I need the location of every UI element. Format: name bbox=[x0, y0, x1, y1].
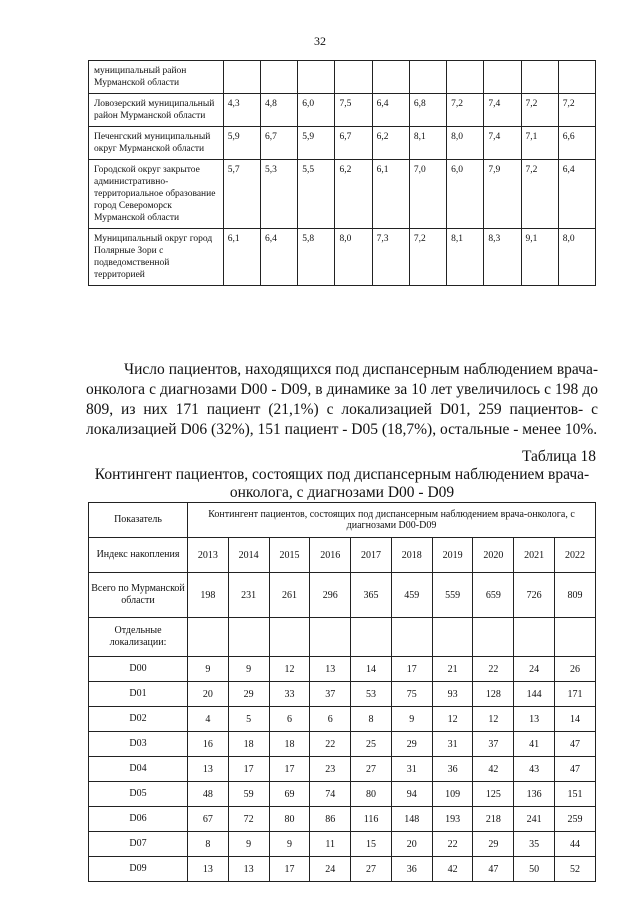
district-row bbox=[89, 127, 596, 160]
localization-value: 18 bbox=[269, 732, 310, 757]
district-value: 5,9 bbox=[298, 127, 335, 160]
localization-value: 35 bbox=[514, 832, 555, 857]
district-value bbox=[223, 61, 260, 94]
total-value: 809 bbox=[555, 573, 596, 618]
district-value: 6,2 bbox=[372, 127, 409, 160]
table-row bbox=[89, 857, 596, 882]
district-value bbox=[447, 61, 484, 94]
district-value: 8,1 bbox=[447, 229, 484, 286]
year-header: 2020 bbox=[473, 538, 514, 573]
localization-value: 148 bbox=[391, 807, 432, 832]
district-value bbox=[484, 61, 521, 94]
district-value: 7,9 bbox=[484, 160, 521, 229]
localization-value: 22 bbox=[473, 657, 514, 682]
localization-value: 27 bbox=[351, 857, 392, 882]
localization-value: 37 bbox=[473, 732, 514, 757]
localization-value: 53 bbox=[351, 682, 392, 707]
localization-value: 9 bbox=[228, 657, 269, 682]
localization-value: 9 bbox=[269, 832, 310, 857]
district-value: 5,7 bbox=[223, 160, 260, 229]
localization-value: 20 bbox=[391, 832, 432, 857]
localization-value: 14 bbox=[351, 657, 392, 682]
localization-value: 41 bbox=[514, 732, 555, 757]
localization-value: 12 bbox=[432, 707, 473, 732]
district-value: 6,7 bbox=[335, 127, 372, 160]
localization-value: 29 bbox=[391, 732, 432, 757]
header-indicator: Показатель bbox=[89, 503, 188, 538]
localization-value: 31 bbox=[391, 757, 432, 782]
summary-paragraph bbox=[86, 360, 598, 440]
localization-value: 24 bbox=[514, 657, 555, 682]
district-value bbox=[409, 61, 446, 94]
table-row bbox=[89, 782, 596, 807]
localization-value: 25 bbox=[351, 732, 392, 757]
localization-value: 259 bbox=[555, 807, 596, 832]
district-value: 6,1 bbox=[223, 229, 260, 286]
year-header: 2022 bbox=[555, 538, 596, 573]
localization-value: 21 bbox=[432, 657, 473, 682]
localization-code: D07 bbox=[89, 832, 188, 857]
district-value: 7,4 bbox=[484, 94, 521, 127]
localization-value: 17 bbox=[269, 857, 310, 882]
localization-value: 72 bbox=[228, 807, 269, 832]
localization-value: 29 bbox=[228, 682, 269, 707]
localization-value: 94 bbox=[391, 782, 432, 807]
year-header: 2017 bbox=[351, 538, 392, 573]
district-value: 7,0 bbox=[409, 160, 446, 229]
localization-value: 27 bbox=[351, 757, 392, 782]
year-header: 2016 bbox=[310, 538, 351, 573]
table-title: Контингент пациентов, состоящих под диспансерным наблюдением врача-онколога, с диагнозами D00 - D09 bbox=[94, 466, 590, 501]
year-header: 2018 bbox=[391, 538, 432, 573]
district-value: 9,1 bbox=[521, 229, 558, 286]
table-row bbox=[89, 807, 596, 832]
localization-value: 80 bbox=[269, 807, 310, 832]
district-name: Ловозерский муниципальный район Мурманской области bbox=[89, 94, 224, 127]
localization-value: 29 bbox=[473, 832, 514, 857]
localization-value: 17 bbox=[269, 757, 310, 782]
localization-value: 6 bbox=[310, 707, 351, 732]
years-label: Индекс накопления bbox=[89, 538, 188, 573]
district-name: муниципальный район Мурманской области bbox=[89, 61, 224, 94]
empty-cell bbox=[351, 618, 392, 657]
district-value: 6,0 bbox=[298, 94, 335, 127]
district-value: 6,1 bbox=[372, 160, 409, 229]
localization-value: 17 bbox=[228, 757, 269, 782]
localization-value: 13 bbox=[310, 657, 351, 682]
district-row bbox=[89, 229, 596, 286]
district-value: 8,1 bbox=[409, 127, 446, 160]
district-value bbox=[372, 61, 409, 94]
localization-value: 8 bbox=[188, 832, 229, 857]
district-value: 8,3 bbox=[484, 229, 521, 286]
localization-value: 36 bbox=[432, 757, 473, 782]
empty-cell bbox=[228, 618, 269, 657]
district-value: 7,2 bbox=[521, 94, 558, 127]
district-value: 5,9 bbox=[223, 127, 260, 160]
empty-cell bbox=[391, 618, 432, 657]
localization-value: 14 bbox=[555, 707, 596, 732]
empty-cell bbox=[188, 618, 229, 657]
localization-value: 15 bbox=[351, 832, 392, 857]
localization-value: 18 bbox=[228, 732, 269, 757]
localization-value: 193 bbox=[432, 807, 473, 832]
localization-value: 24 bbox=[310, 857, 351, 882]
page-number: 32 bbox=[314, 34, 326, 48]
localization-code: D00 bbox=[89, 657, 188, 682]
localization-value: 116 bbox=[351, 807, 392, 832]
localization-value: 47 bbox=[473, 857, 514, 882]
table-row bbox=[89, 732, 596, 757]
district-value: 7,1 bbox=[521, 127, 558, 160]
localization-code: D04 bbox=[89, 757, 188, 782]
total-value: 459 bbox=[391, 573, 432, 618]
localization-value: 86 bbox=[310, 807, 351, 832]
total-value: 726 bbox=[514, 573, 555, 618]
localization-value: 42 bbox=[432, 857, 473, 882]
localization-value: 26 bbox=[555, 657, 596, 682]
localization-value: 8 bbox=[351, 707, 392, 732]
empty-cell bbox=[555, 618, 596, 657]
localization-value: 20 bbox=[188, 682, 229, 707]
district-value: 6,6 bbox=[558, 127, 595, 160]
district-value: 8,0 bbox=[335, 229, 372, 286]
empty-cell bbox=[269, 618, 310, 657]
localization-value: 218 bbox=[473, 807, 514, 832]
localization-value: 109 bbox=[432, 782, 473, 807]
empty-cell bbox=[310, 618, 351, 657]
localization-value: 13 bbox=[514, 707, 555, 732]
table-row bbox=[89, 757, 596, 782]
localization-value: 42 bbox=[473, 757, 514, 782]
localization-value: 12 bbox=[269, 657, 310, 682]
total-value: 231 bbox=[228, 573, 269, 618]
localization-value: 33 bbox=[269, 682, 310, 707]
localization-code: D09 bbox=[89, 857, 188, 882]
localization-code: D01 bbox=[89, 682, 188, 707]
table-row bbox=[89, 682, 596, 707]
localization-value: 47 bbox=[555, 757, 596, 782]
localization-value: 6 bbox=[269, 707, 310, 732]
localization-value: 43 bbox=[514, 757, 555, 782]
localization-value: 136 bbox=[514, 782, 555, 807]
localization-value: 52 bbox=[555, 857, 596, 882]
district-row bbox=[89, 160, 596, 229]
district-value: 5,8 bbox=[298, 229, 335, 286]
header-group: Контингент пациентов, состоящих под диспансерным наблюдением врача-онколога, с диагнозами D00-D09 bbox=[188, 503, 596, 538]
total-value: 261 bbox=[269, 573, 310, 618]
district-value: 5,3 bbox=[261, 160, 298, 229]
district-value: 7,3 bbox=[372, 229, 409, 286]
total-value: 559 bbox=[432, 573, 473, 618]
localization-value: 128 bbox=[473, 682, 514, 707]
table-number: Таблица 18 bbox=[521, 448, 596, 465]
year-header: 2013 bbox=[188, 538, 229, 573]
localization-value: 125 bbox=[473, 782, 514, 807]
table-row bbox=[89, 832, 596, 857]
total-label: Всего по Мурманской области bbox=[89, 573, 188, 618]
table-row bbox=[89, 707, 596, 732]
total-value: 296 bbox=[310, 573, 351, 618]
separate-label: Отдельные локализации: bbox=[89, 618, 188, 657]
district-value: 6,2 bbox=[335, 160, 372, 229]
district-value: 6,0 bbox=[447, 160, 484, 229]
localization-value: 9 bbox=[391, 707, 432, 732]
district-value: 8,0 bbox=[447, 127, 484, 160]
district-name: Печенгский муниципальный округ Мурманской области bbox=[89, 127, 224, 160]
district-value: 6,7 bbox=[261, 127, 298, 160]
localization-value: 22 bbox=[310, 732, 351, 757]
table-row bbox=[89, 657, 596, 682]
year-header: 2021 bbox=[514, 538, 555, 573]
localization-value: 4 bbox=[188, 707, 229, 732]
localization-value: 12 bbox=[473, 707, 514, 732]
localization-value: 22 bbox=[432, 832, 473, 857]
localization-value: 17 bbox=[391, 657, 432, 682]
localization-code: D05 bbox=[89, 782, 188, 807]
district-value: 7,5 bbox=[335, 94, 372, 127]
district-value bbox=[558, 61, 595, 94]
district-value: 7,4 bbox=[484, 127, 521, 160]
district-value bbox=[261, 61, 298, 94]
total-value: 659 bbox=[473, 573, 514, 618]
district-row bbox=[89, 94, 596, 127]
district-value bbox=[298, 61, 335, 94]
localization-code: D03 bbox=[89, 732, 188, 757]
localization-value: 31 bbox=[432, 732, 473, 757]
empty-cell bbox=[514, 618, 555, 657]
empty-cell bbox=[473, 618, 514, 657]
localization-value: 50 bbox=[514, 857, 555, 882]
contingent-table bbox=[88, 502, 596, 882]
localization-value: 16 bbox=[188, 732, 229, 757]
district-row bbox=[89, 61, 596, 94]
localization-value: 47 bbox=[555, 732, 596, 757]
empty-cell bbox=[432, 618, 473, 657]
localization-value: 11 bbox=[310, 832, 351, 857]
district-value bbox=[335, 61, 372, 94]
localization-value: 44 bbox=[555, 832, 596, 857]
district-value: 7,2 bbox=[447, 94, 484, 127]
district-value: 4,3 bbox=[223, 94, 260, 127]
localization-value: 144 bbox=[514, 682, 555, 707]
total-value: 198 bbox=[188, 573, 229, 618]
localization-value: 48 bbox=[188, 782, 229, 807]
localization-value: 75 bbox=[391, 682, 432, 707]
localization-value: 37 bbox=[310, 682, 351, 707]
total-value: 365 bbox=[351, 573, 392, 618]
localization-code: D02 bbox=[89, 707, 188, 732]
localization-value: 151 bbox=[555, 782, 596, 807]
district-value: 4,8 bbox=[261, 94, 298, 127]
district-value: 6,4 bbox=[372, 94, 409, 127]
district-value: 5,5 bbox=[298, 160, 335, 229]
localization-value: 171 bbox=[555, 682, 596, 707]
district-value bbox=[521, 61, 558, 94]
year-header: 2019 bbox=[432, 538, 473, 573]
year-header: 2015 bbox=[269, 538, 310, 573]
year-header: 2014 bbox=[228, 538, 269, 573]
district-value: 7,2 bbox=[521, 160, 558, 229]
localization-value: 13 bbox=[228, 857, 269, 882]
localization-value: 69 bbox=[269, 782, 310, 807]
district-table bbox=[88, 60, 596, 286]
district-value: 6,8 bbox=[409, 94, 446, 127]
localization-value: 67 bbox=[188, 807, 229, 832]
district-name: Муниципальный округ город Полярные Зори с подведомственной территорией bbox=[89, 229, 224, 286]
localization-value: 241 bbox=[514, 807, 555, 832]
localization-value: 36 bbox=[391, 857, 432, 882]
localization-value: 23 bbox=[310, 757, 351, 782]
localization-value: 80 bbox=[351, 782, 392, 807]
localization-value: 13 bbox=[188, 857, 229, 882]
district-name: Городской округ закрытое административно-территориальное образование город Североморск Мурманской области bbox=[89, 160, 224, 229]
localization-value: 9 bbox=[228, 832, 269, 857]
district-value: 8,0 bbox=[558, 229, 595, 286]
district-value: 6,4 bbox=[261, 229, 298, 286]
localization-value: 9 bbox=[188, 657, 229, 682]
localization-value: 13 bbox=[188, 757, 229, 782]
district-value: 7,2 bbox=[409, 229, 446, 286]
district-value: 6,4 bbox=[558, 160, 595, 229]
localization-value: 93 bbox=[432, 682, 473, 707]
localization-value: 59 bbox=[228, 782, 269, 807]
localization-value: 74 bbox=[310, 782, 351, 807]
summary-text: Число пациентов, находящихся под диспансерным наблюдением врача-онколога с диагнозами D00 - D09, в динамике за 10 лет увеличилось с 198 до 809, из них 171 пациент (21,1%) с локализацией D01, 259 пациентов- с локализацией D06 (32%), 151 пациент - D05 (18,7%), остальные - менее 10%. bbox=[86, 361, 598, 438]
district-value: 7,2 bbox=[558, 94, 595, 127]
localization-code: D06 bbox=[89, 807, 188, 832]
localization-value: 5 bbox=[228, 707, 269, 732]
